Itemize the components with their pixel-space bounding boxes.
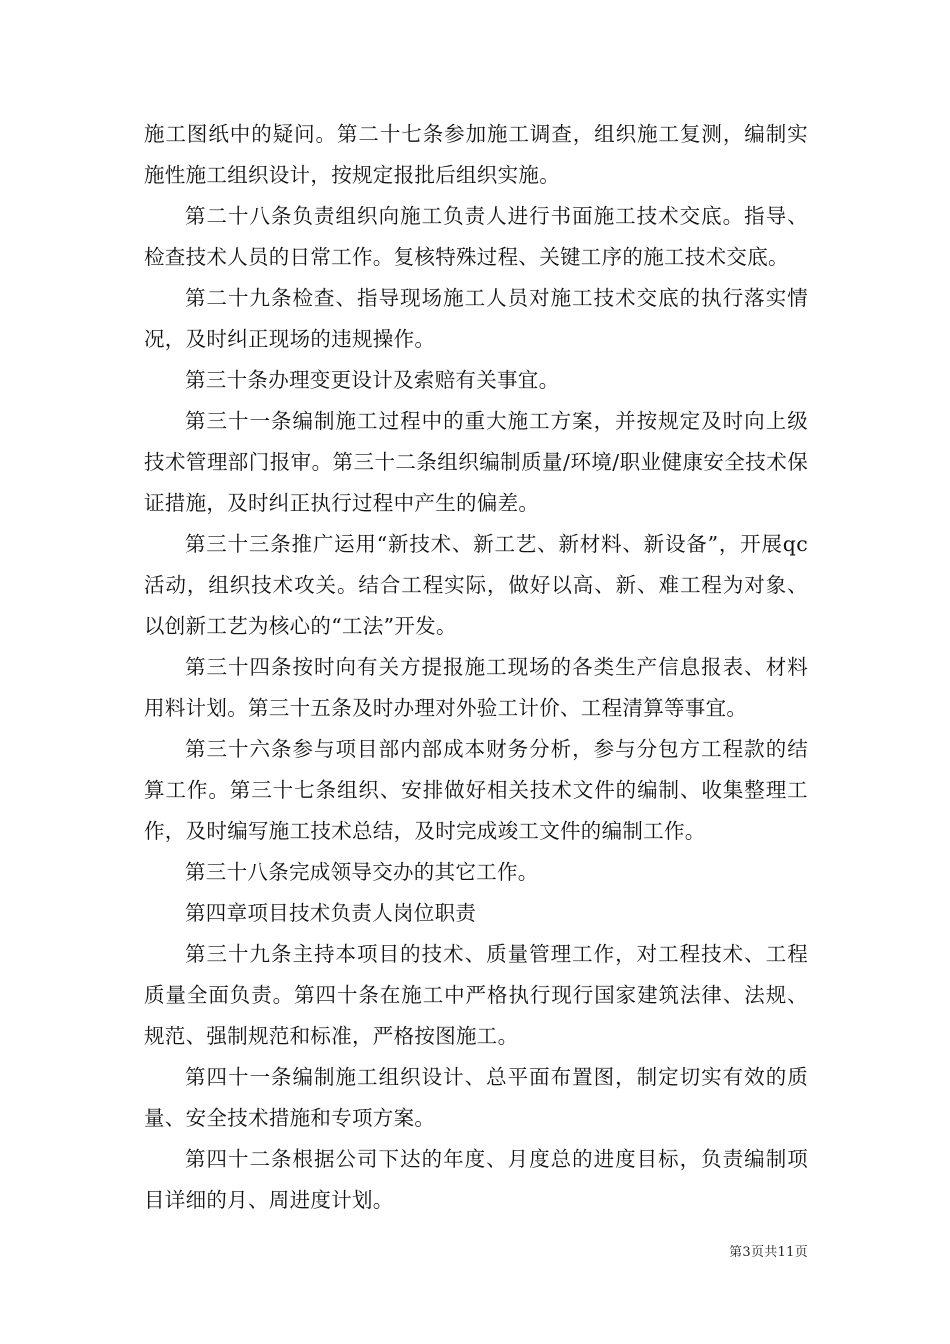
- chapter-heading: 第四章项目技术负责人岗位职责: [185, 901, 477, 925]
- paragraph-5: 第三十一条编制施工过程中的重大施工方案，并按规定及时向上级技术管理部门报审。第三十二条组织编制质量/环境/职业健康安全技术保证措施，及时纠正执行过程中产生的偏差。: [144, 409, 808, 515]
- paragraph-12: 第四十二条根据公司下达的年度、月度总的进度目标，负责编制项目详细的月、周进度计划。: [144, 1147, 808, 1212]
- paragraph-11: 第四十一条编制施工组织设计、总平面布置图，制定切实有效的质量、安全技术措施和专项方案。: [144, 1065, 808, 1130]
- paragraph-2: 第二十八条负责组织向施工负责人进行书面施工技术交底。指导、检查技术人员的日常工作。复核特殊过程、关键工序的施工技术交底。: [144, 204, 808, 269]
- paragraph-9: 第三十八条完成领导交办的其它工作。: [185, 860, 539, 884]
- document-body: [144, 114, 808, 1221]
- paragraph-7: 第三十四条按时向有关方提报施工现场的各类生产信息报表、材料用料计划。第三十五条及时办理对外验工计价、工程清算等事宜。: [144, 655, 808, 720]
- paragraph-8: 第三十六条参与项目部内部成本财务分析，参与分包方工程款的结算工作。第三十七条组织、安排做好相关技术文件的编制、收集整理工作，及时编写施工技术总结，及时完成竣工文件的编制工作。: [144, 737, 808, 843]
- paragraph-1: 施工图纸中的疑问。第二十七条参加施工调查，组织施工复测，编制实施性施工组织设计，按规定报批后组织实施。: [144, 122, 808, 187]
- page-number-footer: 第3页共11页: [729, 1245, 808, 1260]
- paragraph-4: 第三十条办理变更设计及索赔有关事宜。: [185, 368, 560, 392]
- paragraph-10: 第三十九条主持本项目的技术、质量管理工作，对工程技术、工程质量全面负责。第四十条在施工中严格执行现行国家建筑法律、法规、规范、强制规范和标准，严格按图施工。: [144, 942, 808, 1048]
- paragraph-6: 第三十三条推广运用“新技术、新工艺、新材料、新设备”，开展qc活动，组织技术攻关。结合工程实际，做好以高、新、难工程为对象、以创新工艺为核心的“工法”开发。: [144, 532, 808, 638]
- paragraph-3: 第二十九条检查、指导现场施工人员对施工技术交底的执行落实情况，及时纠正现场的违规操作。: [144, 286, 808, 351]
